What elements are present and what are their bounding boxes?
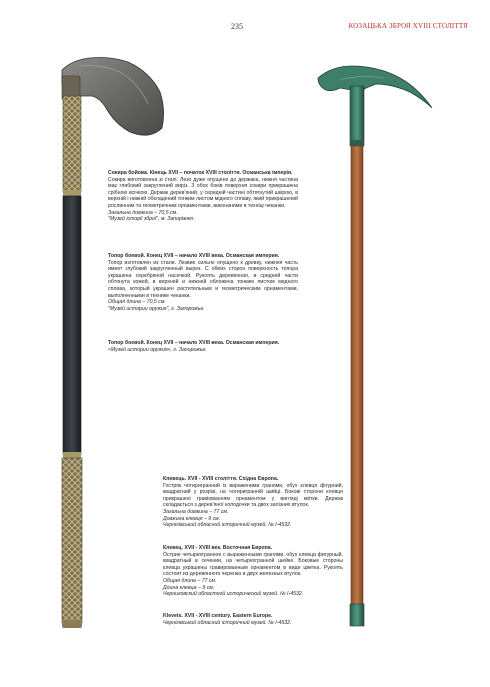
page-number: 235	[231, 22, 243, 31]
axe-title-ru: Топор боевой. Конец XVII – начало XVIII века. Османская империя.	[108, 253, 280, 259]
axe-museum-ru-short: «Музей истории оружия», г. Запорожье.	[108, 346, 207, 353]
klevets-description-ru	[163, 545, 343, 598]
axe-dims-ua: Загальна довжина – 70,5 см.	[108, 209, 178, 216]
klevets-title-ua: Клевець. XVII - XVIII століття. Східна Європа.	[163, 476, 279, 482]
klevets-body-ru: Острие четырехгранное с выраженными гранями, обух клевца фигурный, квадратный в сечении, на четырехгранной шейке. Боковые стороны клевца украшены гравированным орнаментом в виде цветка. Рукоять состоит из деревянного черенка и двух железных втулок.	[163, 551, 343, 578]
klevets-museum-ua: Чернігівський обласний історичний музей. № І-4532.	[163, 522, 292, 529]
axe-museum-ua: "Музей історії зброї", м. Запоріжжя.	[108, 216, 195, 223]
axe-body-ru: Топор изготовлен из стали. Лезвие сильно опущено к древку, нижняя часть имеет глубокий закругленный вырез. С обеих сторон поверхность топора украшена серебряной насечкой. Рукоять деревянная, в средней части обтянута кожей, в верхней и нижней обложена тонким листом медного сплава, который украшен растительным и геометрическим орнаментами, выполненными в технике чеканки.	[108, 259, 298, 299]
klevets-description-ua	[163, 476, 343, 529]
axe-dims-ru: Общая длина – 70,5 см.	[108, 299, 166, 306]
klevets-dims2-ru: Длина клевца – 9 см.	[163, 584, 215, 591]
axe-description-ua	[108, 170, 298, 223]
axe-title-ua: Сокира бойова. Кінець XVII – початок XVIII століття. Османська імперія.	[108, 170, 293, 176]
klevets-title-ru: Клевец. XVII - XVIII век. Восточная Европа.	[163, 545, 273, 551]
klevets-title-en: Klevets. XVII - XVIII century. Eastern Europe.	[163, 613, 273, 619]
klevets-description-en	[163, 613, 343, 626]
klevets-museum-en: Чернігівський обласний історичний музей. № І-4532.	[163, 619, 292, 626]
klevets-body-ua: Гостряк чотиригранний із вираженими гранями, обух клевця фігурний, квадратний у розрізі, на чотиригранній шийці. Бокові сторони клевця прикрашені гравіюванням орнаментом у вигляді квітки. Держак складається з дерев'яної колодочки та двох залізних втулок.	[163, 482, 343, 509]
running-title: КОЗАЦЬКА ЗБРОЯ XVIII СТОЛІТТЯ	[348, 22, 468, 30]
klevets-dims1-ru: Общая длина – 77 см.	[163, 577, 217, 584]
klevets-dims1-ua: Загальна довжина – 77 см.	[163, 508, 229, 515]
klevets-dims2-ua: Довжина клевця – 9 см.	[163, 515, 221, 522]
axe-body-ua: Сокира виготовлена зі сталі. Лезо дуже опущене до держака, нижня частина має глибокий закруглений виріз. З обох боків поверхня сокири прикрашена срібною всічкою. Держак дерев'яний, у середній частині обтягнутий шкірою, в верхній і нижній обкладений тонким листом мідного сплаву, який прикрашений рослинним та геометричним орнаментами, виконаними в техніці чеканки.	[108, 176, 298, 209]
axe-title-ru-short: Топор боевой. Конец XVII – начало XVIII века. Османская империя.	[108, 340, 280, 346]
klevets-image	[318, 66, 432, 626]
klevets-museum-ru: Черниговский областной исторический музей. № І-4532.	[163, 591, 304, 598]
axe-description-ru	[108, 253, 298, 312]
axe-museum-ru: "Музей истории оружия", г. Запорожье.	[108, 305, 205, 312]
axe-description-ru-short	[108, 340, 298, 353]
